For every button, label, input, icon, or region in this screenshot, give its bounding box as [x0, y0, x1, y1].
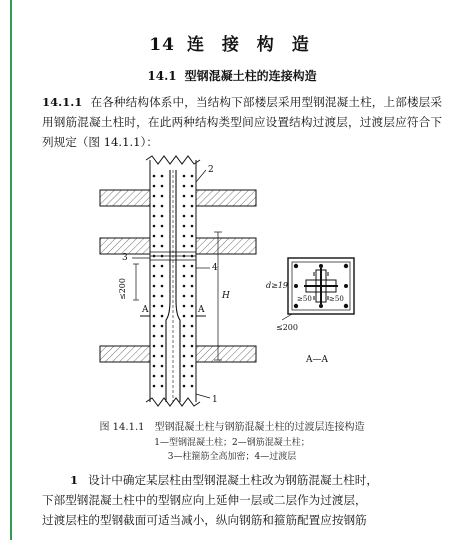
item-line-2: 下部型钢混凝土柱中的型钢应向上延伸一层或二层作为过渡层，	[42, 493, 367, 507]
label-4: 4	[212, 263, 218, 273]
item-text-1: 设计中确定某层柱由型钢混凝土柱改为钢筋混凝土柱时，	[88, 473, 378, 487]
item-number: 1	[70, 473, 79, 487]
figure-number: 图 14.1.1	[99, 422, 145, 433]
dim-50-right: ≥50	[329, 295, 344, 303]
item-line-1	[42, 470, 442, 490]
lower-floor-slab	[100, 346, 256, 362]
figure-caption	[0, 418, 464, 433]
label-3: 3	[122, 253, 128, 263]
label-1: 1	[212, 395, 218, 405]
label-2: 2	[208, 165, 214, 175]
dimension-200	[133, 264, 139, 300]
section-a-a	[282, 258, 354, 320]
clause-text: 在各种结构体系中，当结构下部楼层采用型钢混凝土柱，上部楼层采用钢筋混凝土柱时，在此两种结构类型间应设置结构过渡层，过渡层应符合下列规定（图 14.1.1）：	[42, 95, 442, 149]
section-mark-right: A	[198, 305, 205, 315]
section-mark-left: A	[142, 305, 149, 315]
dim-50-left: ≥50	[297, 295, 312, 303]
item-paragraph	[42, 470, 442, 530]
section-title: 型钢混凝土柱的连接构造	[184, 69, 317, 83]
figure-legend-line1: 1—型钢混凝土柱；2—钢筋混凝土柱；	[154, 438, 310, 448]
clause-number: 14.1.1	[42, 95, 83, 109]
dim-200-section: ≤200	[276, 323, 298, 332]
chapter-number: 14	[149, 35, 175, 55]
upper-floor-slab	[100, 190, 256, 254]
dim-h-label: H	[222, 291, 230, 301]
chapter-title: 连 接 构 造	[186, 35, 315, 55]
dim-200-label: ≤200	[118, 278, 127, 300]
stirrups-dense	[150, 252, 196, 260]
section-number: 14.1	[147, 69, 177, 83]
figure-title: 型钢混凝土柱与钢筋混凝土柱的过渡层连接构造	[154, 422, 365, 433]
stud-diameter-label: d≥19	[266, 281, 289, 290]
figure-legend-line2: 3—柱箍筋全高加密；4—过渡层	[167, 452, 297, 462]
section-title: A—A	[306, 355, 328, 365]
steel-section-elevation	[166, 170, 180, 402]
item-line-3: 过渡层柱的型钢截面可适当减小，纵向钢筋和箍筋配置应按钢筋	[42, 513, 367, 527]
